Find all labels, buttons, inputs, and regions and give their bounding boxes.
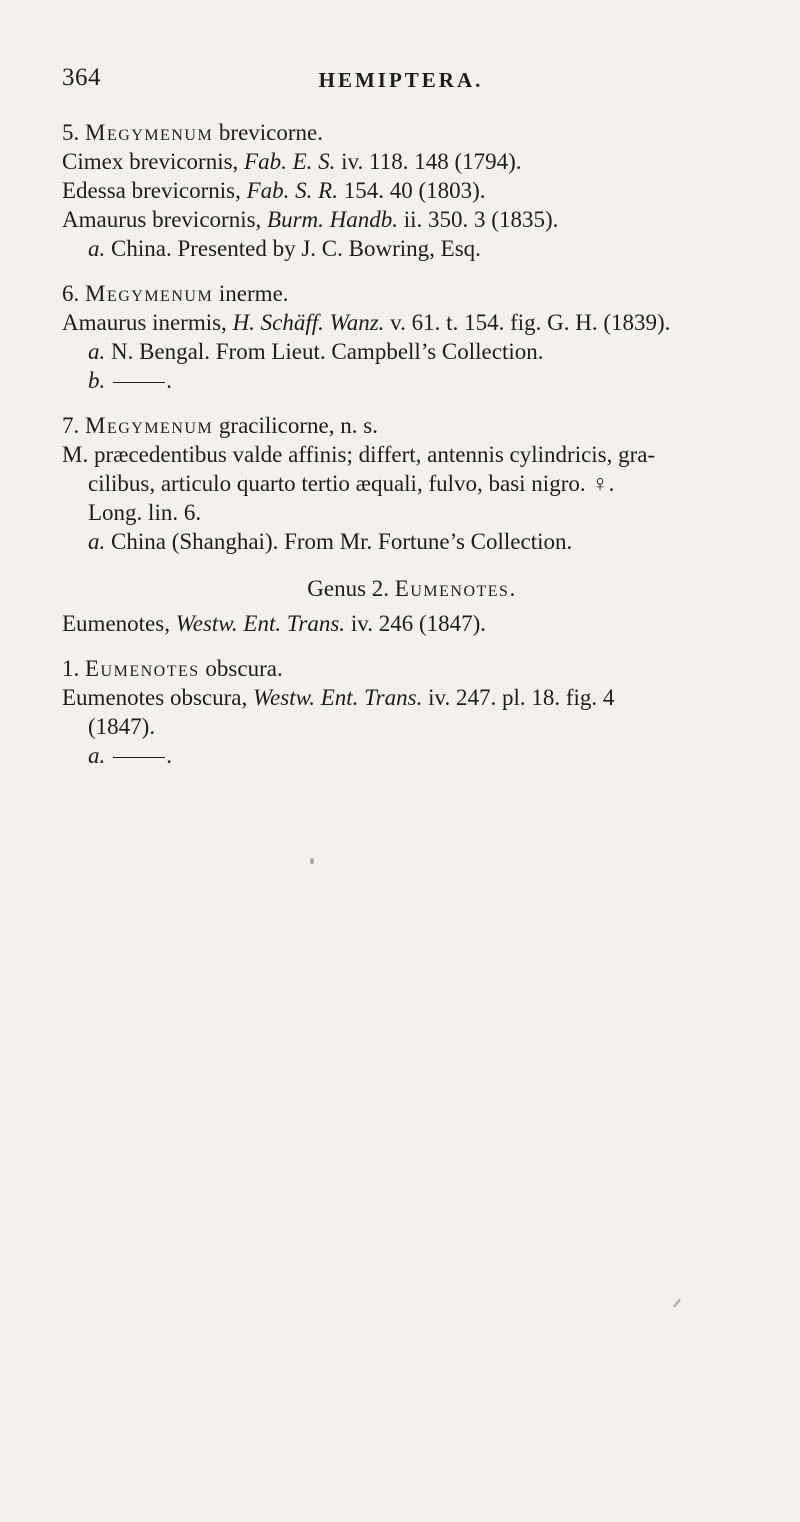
species-entry-7 [62,411,762,556]
synonym-citation: iv. 247. pl. 18. fig. 4 [428,685,615,710]
synonym-citation: 154. 40 (1803). [343,178,486,203]
species-description-line: Long. lin. 6. [88,500,202,525]
genus-name: Eumenotes [85,656,200,681]
synonym-name: Amaurus brevicornis, [62,207,262,232]
genus-title: Eumenotes. [394,576,517,601]
species-heading [62,654,762,683]
entry-number: 1. [62,656,80,681]
species-name: gracilicorne, n. s. [218,413,378,438]
synonym-reference [62,205,762,234]
genus-ref-author: Westw. Ent. Trans. [175,611,346,636]
synonym-author: Fab. E. S. [244,149,336,174]
entry-number: 7. [62,413,80,438]
synonym-citation: ii. 350. 3 (1835). [403,207,559,232]
specimen-record [62,234,762,263]
omission-dash [113,382,165,383]
specimen-record [62,527,762,556]
genus-heading [62,574,762,603]
synonym-reference [62,147,762,176]
species-name: obscura. [205,656,283,681]
entry-number: 5. [62,120,80,145]
genus-number: Genus 2. [307,576,390,601]
synonym-name: Cimex brevicornis, [62,149,239,174]
genus-name: Megymenum [85,120,214,145]
synonym-reference [62,308,762,337]
synonym-reference [62,176,762,205]
paper-speck [310,858,314,864]
species-description-line: M. præcedentibus valde affinis; differt, antennis cylindricis, gra- [62,442,656,467]
species-name: inerme. [218,281,289,306]
specimen-letter: b. [88,368,106,393]
genus-ref-name: Eumenotes, [62,611,170,636]
synonym-name: Amaurus inermis, [62,310,227,335]
species-heading [62,279,762,308]
synonym-reference [62,683,762,712]
synonym-author: Burm. Handb. [267,207,399,232]
specimen-text: China. Presented by J. C. Bowring, Esq. [111,236,481,261]
running-head [62,64,740,104]
page-number: 364 [62,64,101,91]
specimen-record [62,337,762,366]
genus-name: Megymenum [85,281,214,306]
omission-dash [113,757,165,758]
synonym-citation: iv. 118. 148 (1794). [341,149,522,174]
genus-name: Megymenum [85,413,214,438]
synonym-citation: v. 61. t. 154. fig. G. H. (1839). [390,310,671,335]
species-heading [62,411,762,440]
genus-citation [62,609,762,638]
genus-reference [62,609,762,638]
genus-ref-cite: iv. 246 (1847). [350,611,487,636]
synonym-author: Fab. S. R. [246,178,338,203]
specimen-text: China (Shanghai). From Mr. Fortune’s Collection. [111,529,573,554]
specimen-letter: a. [88,743,106,768]
synonym-name: Edessa brevicornis, [62,178,241,203]
specimen-record [62,741,762,770]
specimen-letter: a. [88,529,106,554]
specimen-record [62,366,762,395]
species-entry-5 [62,118,762,263]
synonym-author: H. Schäff. Wanz. [232,310,385,335]
specimen-letter: a. [88,339,106,364]
entry-number: 6. [62,281,80,306]
species-name: brevicorne. [218,120,324,145]
species-entry-6 [62,279,762,395]
specimen-text: . [166,368,172,393]
species-entry-eumenotes [62,654,762,770]
species-description-line: cilibus, articulo quarto tertio æquali, fulvo, basi nigro. ♀. [88,471,615,496]
paper-speck [673,1299,681,1308]
synonym-author: Westw. Ent. Trans. [252,685,423,710]
page-content [62,118,762,786]
specimen-text: N. Bengal. From Lieut. Campbell’s Collection. [111,339,544,364]
section-title: HEMIPTERA. [318,68,484,92]
synonym-citation-continued: (1847). [88,714,156,739]
species-heading [62,118,762,147]
specimen-letter: a. [88,236,106,261]
synonym-name: Eumenotes obscura, [62,685,248,710]
specimen-text: . [166,743,172,768]
